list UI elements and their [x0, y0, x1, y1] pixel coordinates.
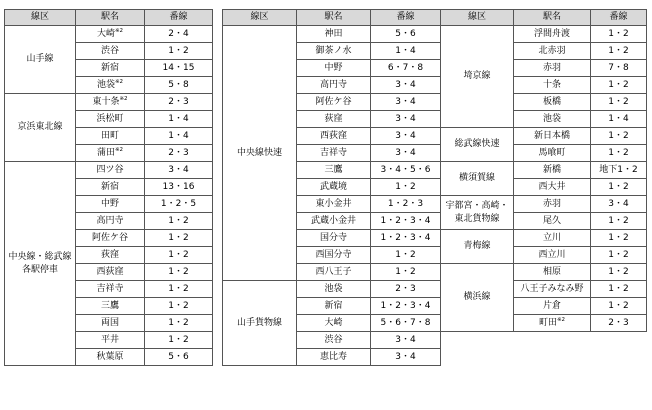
station-name: 中野 — [100, 198, 119, 209]
station-cell — [76, 349, 145, 366]
table-middle — [222, 9, 441, 366]
station-cell — [76, 196, 145, 213]
platform-cell: 2・3 — [145, 94, 213, 111]
line-name-cell — [223, 281, 297, 366]
line-name: 山手線 — [26, 54, 54, 65]
station-cell — [297, 349, 371, 366]
station-cell — [514, 43, 591, 60]
station-cell — [76, 60, 145, 77]
station-cell — [297, 60, 371, 77]
station-name: 尾久 — [542, 215, 561, 226]
station-name: 十条 — [542, 79, 561, 90]
footnote-mark: ※2 — [114, 78, 124, 85]
station-name: 阿佐ケ谷 — [315, 96, 352, 107]
platform-cell: 3・4 — [371, 128, 441, 145]
station-name: 恵比寿 — [319, 351, 347, 362]
station-cell — [514, 77, 591, 94]
station-name: 秋葉原 — [96, 351, 124, 362]
platform-cell: 5・8 — [145, 77, 213, 94]
footnote-mark: ※2 — [114, 27, 124, 34]
platform-cell: 1・2 — [591, 230, 647, 247]
station-name: 西大井 — [538, 181, 566, 192]
station-cell — [514, 145, 591, 162]
platform-cell: 1・2 — [591, 179, 647, 196]
station-name: 新宿 — [100, 62, 119, 73]
column-header: 駅名 — [514, 10, 591, 26]
platform-cell: 1・2 — [145, 315, 213, 332]
line-name-cell — [441, 230, 514, 264]
station-cell — [76, 77, 145, 94]
station-name: 池袋 — [96, 79, 115, 90]
station-cell — [297, 162, 371, 179]
column-header: 番線 — [591, 10, 647, 26]
station-name: 荻窪 — [324, 113, 343, 124]
station-cell — [297, 298, 371, 315]
table-row — [223, 281, 441, 298]
line-name: 中央線・総武線 — [8, 252, 72, 263]
footnote-mark: ※2 — [114, 146, 124, 153]
station-name: 池袋 — [542, 113, 561, 124]
table-row — [441, 26, 647, 43]
station-name: 浮間舟渡 — [533, 28, 570, 39]
line-name: 中央線快速 — [236, 147, 282, 158]
table-row — [223, 26, 441, 43]
station-cell — [297, 332, 371, 349]
platform-cell: 1・2 — [591, 94, 647, 111]
station-name: 池袋 — [324, 283, 343, 294]
station-cell — [297, 128, 371, 145]
station-name: 御茶ノ水 — [315, 45, 352, 56]
line-name: 横須賀線 — [458, 173, 495, 184]
line-name: 横浜線 — [463, 292, 491, 303]
station-name: 八王子みなみ野 — [520, 283, 584, 294]
line-name: 東北貨物線 — [454, 213, 500, 224]
station-name: 四ツ谷 — [96, 164, 124, 175]
table-row — [441, 264, 647, 281]
station-cell — [76, 332, 145, 349]
station-name: 相原 — [542, 266, 561, 277]
station-cell — [514, 281, 591, 298]
table-row — [5, 26, 213, 43]
platform-cell: 3・4・5・6 — [371, 162, 441, 179]
platform-cell: 1・2 — [591, 77, 647, 94]
line-name: 各駅停車 — [21, 264, 58, 275]
station-cell — [76, 128, 145, 145]
station-name: 大崎 — [96, 28, 115, 39]
platform-cell: 14・15 — [145, 60, 213, 77]
station-name: 町田 — [538, 317, 557, 328]
station-cell — [297, 94, 371, 111]
platform-cell: 7・8 — [591, 60, 647, 77]
line-name-cell — [5, 94, 76, 162]
platform-cell: 1・2・3・4 — [371, 213, 441, 230]
station-cell — [76, 281, 145, 298]
station-name: 西立川 — [538, 249, 566, 260]
station-cell — [514, 247, 591, 264]
station-cell — [514, 26, 591, 43]
footnote-mark: ※2 — [556, 316, 566, 323]
station-name: 赤羽 — [542, 62, 561, 73]
station-cell — [514, 213, 591, 230]
station-cell — [297, 264, 371, 281]
platform-cell: 1・2 — [591, 281, 647, 298]
station-cell — [76, 247, 145, 264]
table-row — [441, 230, 647, 247]
column-header: 番線 — [145, 10, 213, 26]
station-cell — [76, 111, 145, 128]
station-name: 立川 — [542, 232, 561, 243]
header-row — [441, 10, 647, 26]
footnote-mark: ※2 — [119, 95, 128, 102]
station-name: 三鷹 — [324, 164, 343, 175]
platform-cell: 1・2 — [145, 213, 213, 230]
line-name-cell — [441, 128, 514, 162]
station-name: 東十条 — [92, 96, 120, 107]
station-name: 西八王子 — [315, 266, 352, 277]
line-name: 青梅線 — [463, 241, 491, 252]
column-header: 線区 — [441, 10, 514, 26]
station-cell — [514, 94, 591, 111]
station-name: 平井 — [100, 334, 119, 345]
station-cell — [514, 315, 591, 332]
station-name: 阿佐ケ谷 — [91, 232, 128, 243]
platform-cell: 1・2 — [591, 145, 647, 162]
platform-cell: 3・4 — [371, 94, 441, 111]
platform-cell: 13・16 — [145, 179, 213, 196]
line-name-cell — [441, 264, 514, 332]
station-cell — [514, 111, 591, 128]
station-name: 田町 — [100, 130, 119, 141]
station-cell — [76, 94, 145, 111]
platform-cell: 地下1・2 — [591, 162, 647, 179]
table-row — [441, 162, 647, 179]
station-name: 浜松町 — [96, 113, 124, 124]
station-name: 中野 — [324, 62, 343, 73]
line-name: 京浜東北線 — [17, 122, 63, 133]
header-row — [223, 10, 441, 26]
station-cell — [297, 281, 371, 298]
station-name: 蒲田 — [96, 147, 115, 158]
platform-cell: 1・4 — [591, 111, 647, 128]
line-name-cell — [5, 162, 76, 366]
platform-cell: 1・2 — [371, 247, 441, 264]
platform-cell: 1・2 — [591, 128, 647, 145]
station-name: 新日本橋 — [533, 130, 570, 141]
column-header: 番線 — [371, 10, 441, 26]
station-name: 高円寺 — [319, 79, 347, 90]
platform-cell: 1・4 — [145, 111, 213, 128]
station-name: 武蔵小金井 — [310, 215, 356, 226]
column-header: 線区 — [223, 10, 297, 26]
line-name: 埼京線 — [463, 71, 491, 82]
station-name: 西荻窪 — [96, 266, 124, 277]
platform-cell: 2・3 — [371, 281, 441, 298]
station-cell — [76, 213, 145, 230]
platform-cell: 1・2・3 — [371, 196, 441, 213]
table-row — [5, 162, 213, 179]
station-name: 荻窪 — [100, 249, 119, 260]
station-name: 東小金井 — [315, 198, 352, 209]
platform-cell: 1・2 — [591, 43, 647, 60]
platform-cell: 1・2 — [145, 43, 213, 60]
line-name: 山手貨物線 — [236, 317, 282, 328]
platform-cell: 3・4 — [371, 111, 441, 128]
station-name: 国分寺 — [319, 232, 347, 243]
platform-cell: 1・2 — [371, 179, 441, 196]
station-cell — [514, 196, 591, 213]
header-row — [5, 10, 213, 26]
platform-cell: 6・7・8 — [371, 60, 441, 77]
station-name: 新橋 — [542, 164, 561, 175]
station-cell — [297, 179, 371, 196]
platform-cell: 5・6 — [145, 349, 213, 366]
station-cell — [297, 315, 371, 332]
platform-cell: 3・4 — [591, 196, 647, 213]
station-cell — [297, 43, 371, 60]
station-cell — [297, 111, 371, 128]
station-cell — [514, 230, 591, 247]
station-cell — [76, 145, 145, 162]
station-cell — [76, 162, 145, 179]
station-name: 北赤羽 — [538, 45, 566, 56]
station-cell — [76, 315, 145, 332]
station-name: 渋谷 — [324, 334, 343, 345]
line-name: 宇都宮・高崎・ — [445, 201, 509, 212]
platform-cell: 3・4 — [371, 332, 441, 349]
station-cell — [514, 179, 591, 196]
platform-cell: 1・2 — [145, 247, 213, 264]
station-cell — [76, 264, 145, 281]
platform-cell: 2・3 — [145, 145, 213, 162]
platform-cell: 3・4 — [371, 145, 441, 162]
station-name: 新宿 — [324, 300, 343, 311]
line-name-cell — [441, 162, 514, 196]
station-name: 吉祥寺 — [319, 147, 347, 158]
platform-cell: 5・6・7・8 — [371, 315, 441, 332]
platform-cell: 1・2 — [591, 264, 647, 281]
station-cell — [514, 60, 591, 77]
station-cell — [76, 230, 145, 247]
table-right — [440, 9, 647, 332]
platform-cell: 1・2 — [145, 264, 213, 281]
station-name: 西荻窪 — [319, 130, 347, 141]
station-cell — [514, 264, 591, 281]
platform-cell: 1・2 — [591, 26, 647, 43]
platform-cell: 2・4 — [145, 26, 213, 43]
platform-cell: 1・2 — [591, 247, 647, 264]
line-name-cell — [223, 26, 297, 281]
table-row — [441, 128, 647, 145]
column-header: 線区 — [5, 10, 76, 26]
station-cell — [514, 162, 591, 179]
platform-cell: 3・4 — [371, 349, 441, 366]
line-name-cell — [441, 26, 514, 128]
station-name: 渋谷 — [100, 45, 119, 56]
station-cell — [76, 26, 145, 43]
line-name-cell — [441, 196, 514, 230]
station-name: 片倉 — [542, 300, 561, 311]
platform-cell: 1・2 — [591, 213, 647, 230]
platform-cell: 1・2 — [371, 264, 441, 281]
platform-cell: 1・4 — [145, 128, 213, 145]
platform-cell: 1・2 — [145, 298, 213, 315]
table-row — [441, 196, 647, 213]
station-cell — [297, 230, 371, 247]
column-header: 駅名 — [297, 10, 371, 26]
platform-cell: 1・2 — [145, 230, 213, 247]
station-cell — [297, 196, 371, 213]
platform-cell: 1・2・3・4 — [371, 230, 441, 247]
station-cell — [297, 247, 371, 264]
station-name: 馬喰町 — [538, 147, 566, 158]
station-cell — [514, 128, 591, 145]
station-name: 武蔵境 — [319, 181, 347, 192]
table-row — [5, 94, 213, 111]
station-cell — [76, 179, 145, 196]
line-name-cell — [5, 26, 76, 94]
station-name: 吉祥寺 — [96, 283, 124, 294]
station-cell — [297, 26, 371, 43]
platform-cell: 1・2 — [145, 332, 213, 349]
platform-cell: 3・4 — [145, 162, 213, 179]
platform-cell: 2・3 — [591, 315, 647, 332]
table-left — [4, 9, 213, 366]
station-name: 板橋 — [542, 96, 561, 107]
line-name: 総武線快速 — [454, 139, 500, 150]
platform-cell: 1・2 — [145, 281, 213, 298]
station-cell — [76, 298, 145, 315]
station-name: 新宿 — [100, 181, 119, 192]
column-header: 駅名 — [76, 10, 145, 26]
station-cell — [297, 213, 371, 230]
platform-cell: 1・2・3・4 — [371, 298, 441, 315]
platform-cell: 1・2 — [591, 298, 647, 315]
station-name: 両国 — [100, 317, 119, 328]
platform-cell: 5・6 — [371, 26, 441, 43]
station-name: 大崎 — [324, 317, 343, 328]
station-cell — [297, 145, 371, 162]
station-cell — [514, 298, 591, 315]
station-name: 高円寺 — [96, 215, 124, 226]
platform-cell: 3・4 — [371, 77, 441, 94]
station-cell — [76, 43, 145, 60]
station-name: 赤羽 — [542, 198, 561, 209]
platform-cell: 1・4 — [371, 43, 441, 60]
station-name: 三鷹 — [100, 300, 119, 311]
station-name: 神田 — [324, 28, 343, 39]
platform-cell: 1・2・5 — [145, 196, 213, 213]
station-name: 西国分寺 — [315, 249, 352, 260]
station-cell — [297, 77, 371, 94]
